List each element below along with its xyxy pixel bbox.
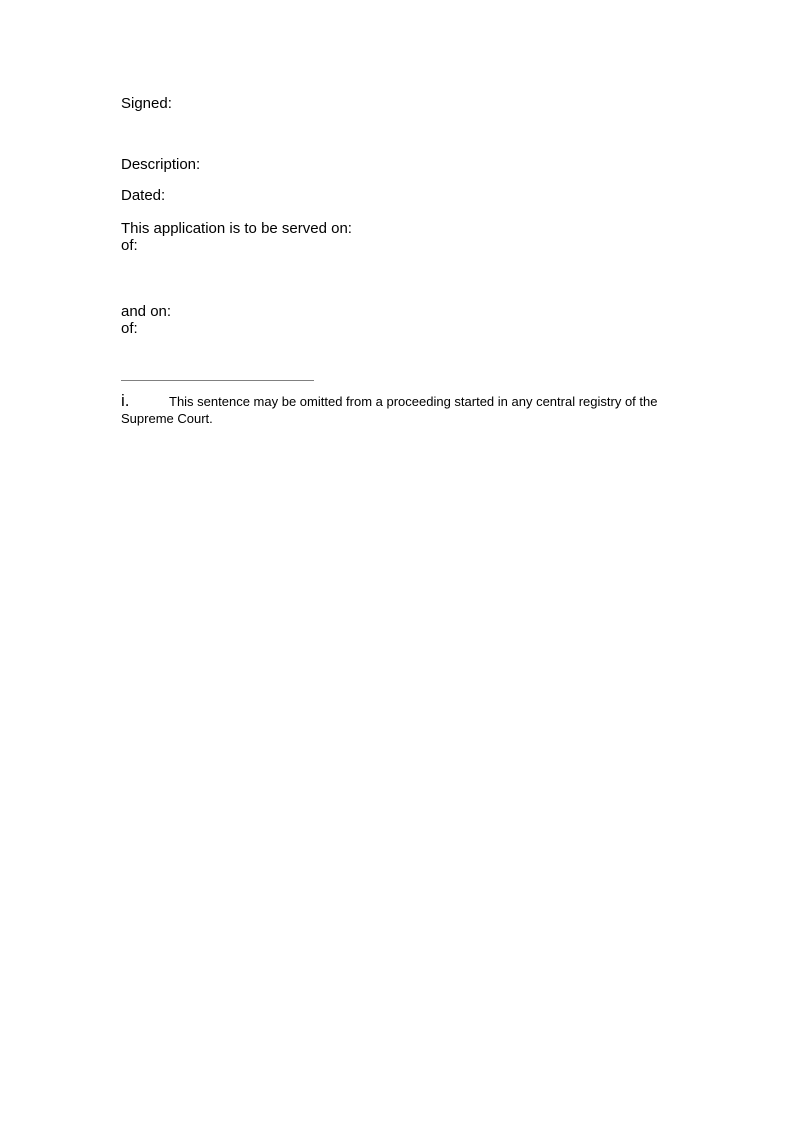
footnote: [121, 392, 691, 427]
served-on-label: This application is to be served on:: [121, 220, 352, 237]
description-label: Description:: [121, 156, 201, 173]
of-label-second: of:: [121, 320, 138, 337]
footnote-text: This sentence may be omitted from a proceeding started in any central registry of the Supreme Court.: [121, 394, 658, 426]
dated-label: Dated:: [121, 187, 166, 204]
footnote-marker: i.: [121, 391, 130, 410]
footnote-separator: [121, 380, 314, 381]
signed-label: Signed:: [121, 95, 172, 112]
of-label-first: of:: [121, 237, 138, 254]
and-on-label: and on:: [121, 303, 172, 320]
